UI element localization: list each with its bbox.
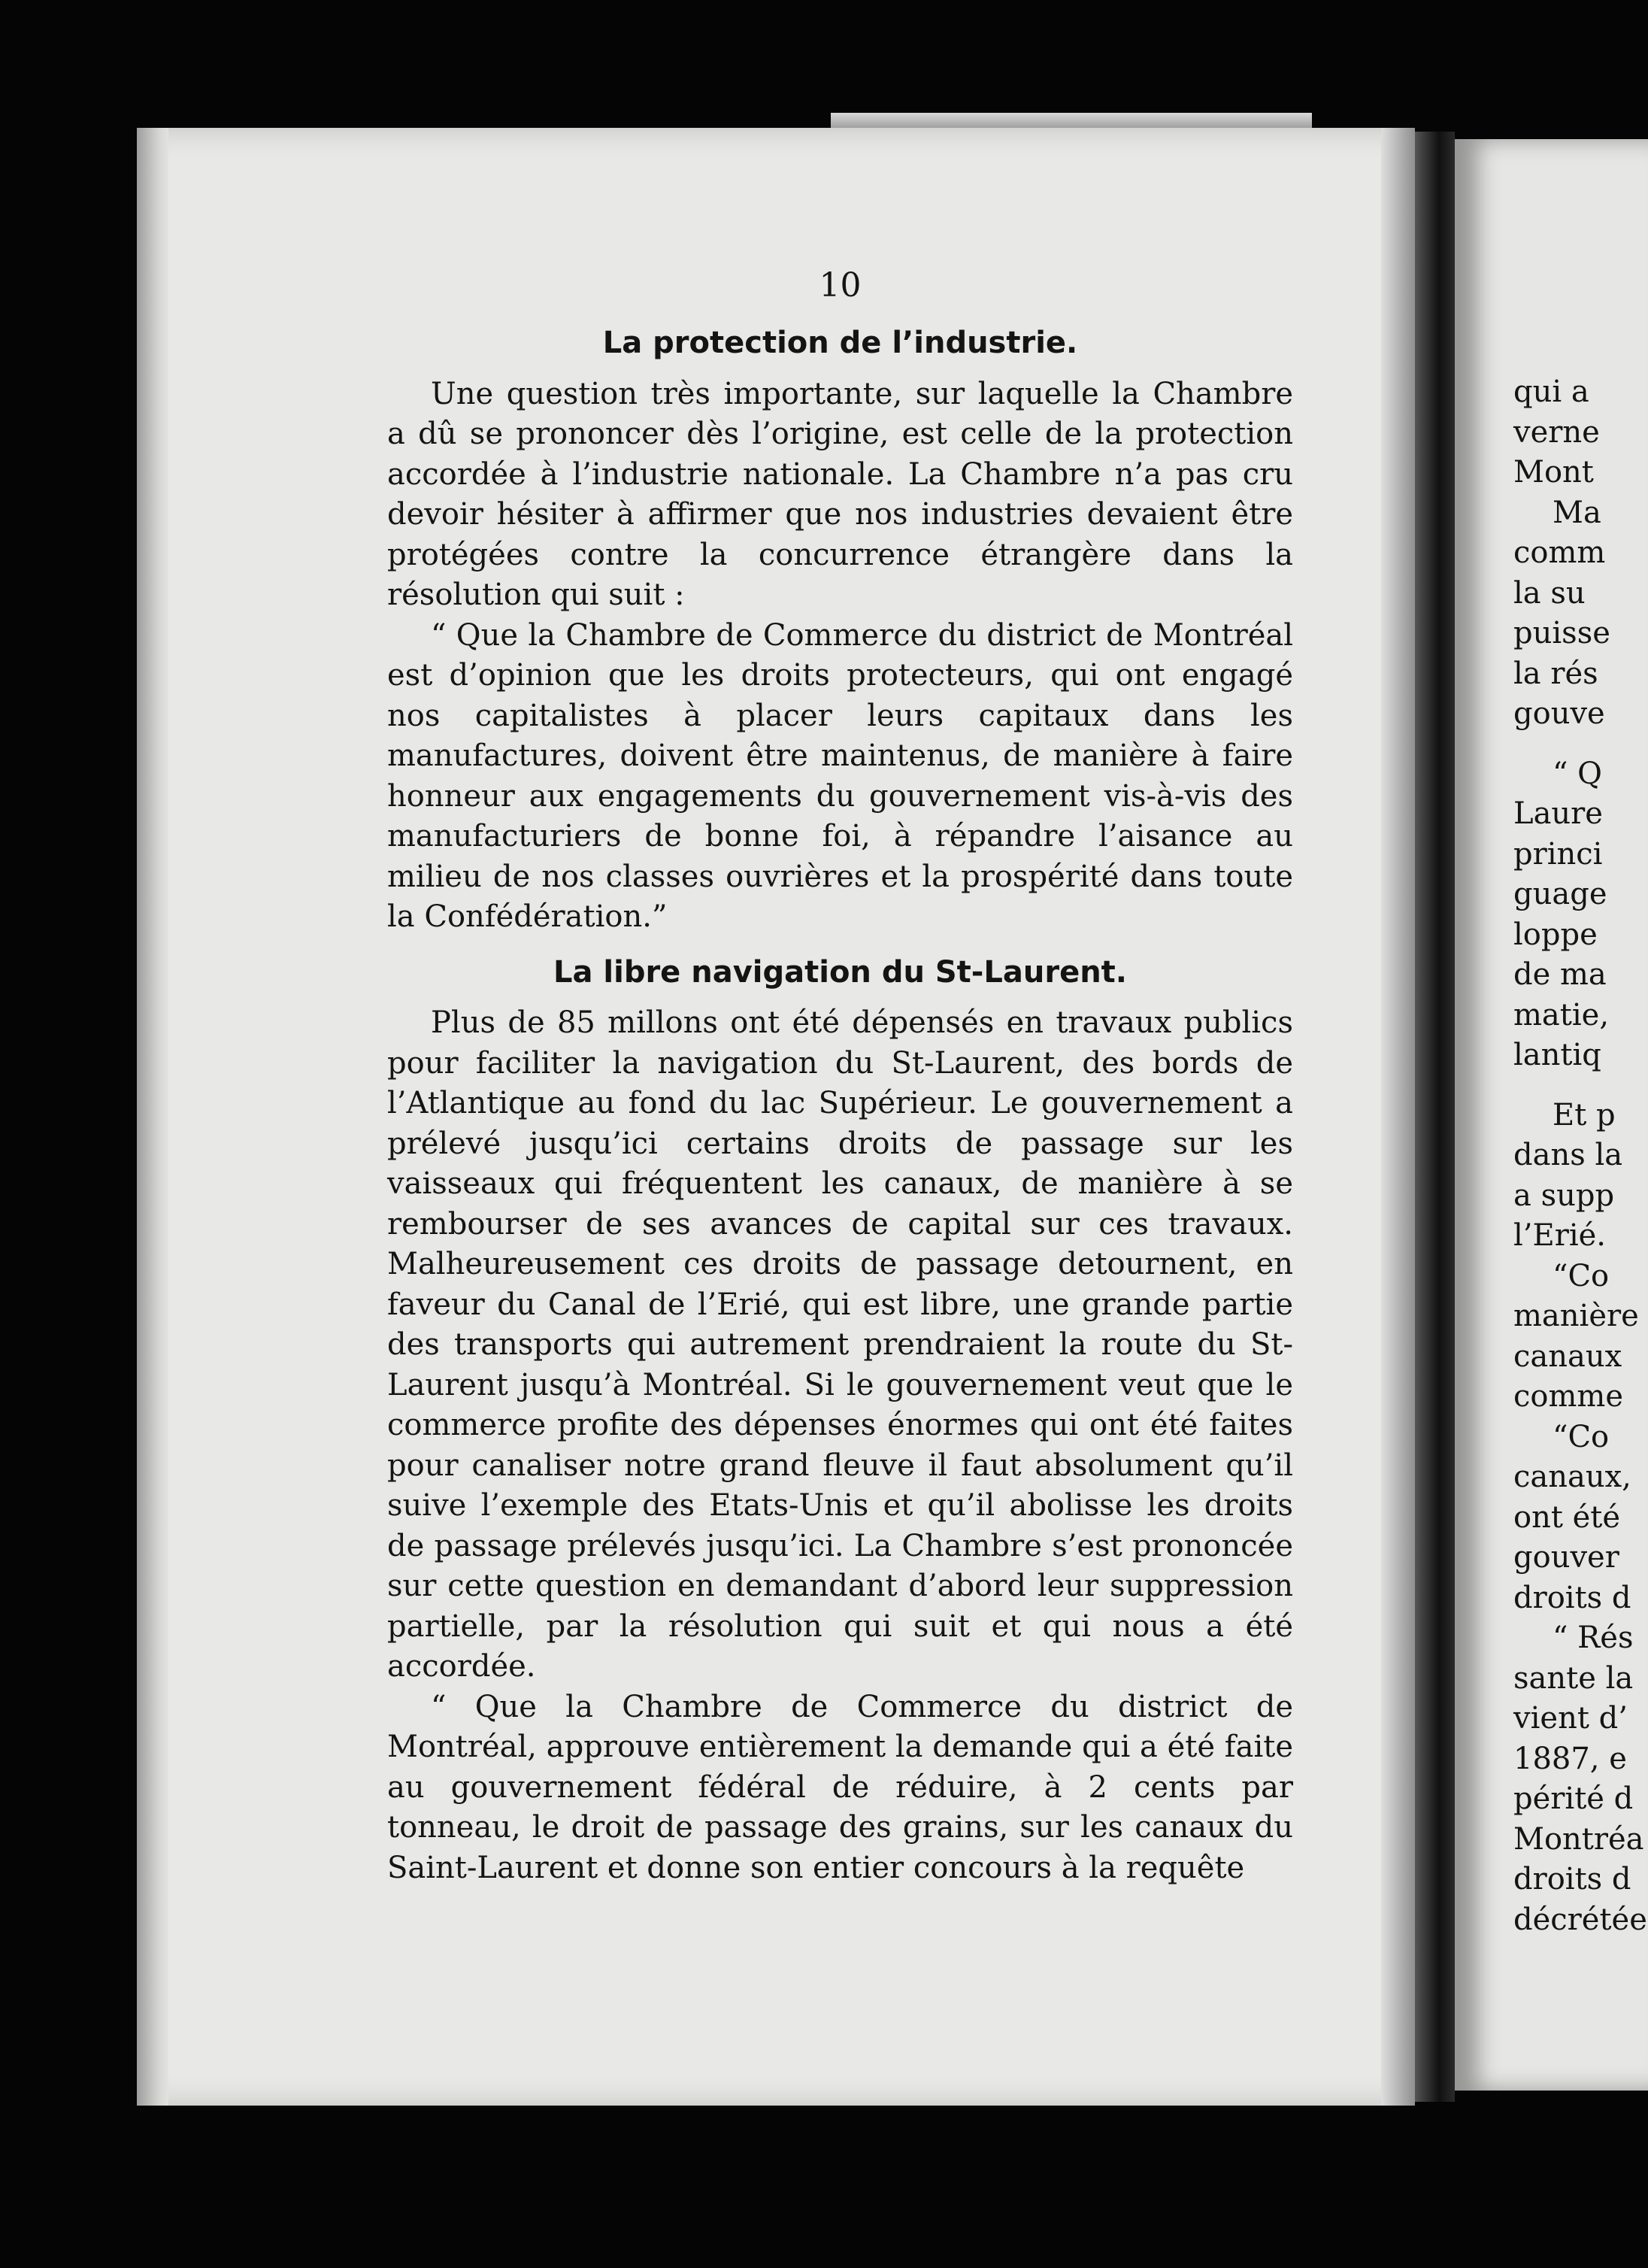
text-line: 1887, e	[1513, 1741, 1627, 1776]
text-line: l’Erié.	[1513, 1218, 1607, 1253]
text-line: gouve	[1513, 696, 1605, 731]
page-fold-shadow	[1381, 128, 1415, 2106]
text-line: dans la	[1513, 1138, 1623, 1172]
paragraph-protection-intro: Une question très importante, sur laquelle la Chambre a dû se prononcer dès l’origine, est celle de la protection accordée à l’industrie nationale. La Chambre n’a pas cru devoir hésiter à affirmer que nos industries devaient être protégées contre la concurrence étrangère dans la résolution qui suit :	[387, 376, 1293, 612]
text-line: comm	[1513, 535, 1606, 570]
text-line: ont été	[1513, 1499, 1621, 1535]
text-line: Ma	[1553, 495, 1601, 530]
text-line: Et p	[1553, 1097, 1616, 1132]
text-line: la su	[1513, 575, 1586, 611]
right-page	[1455, 139, 1648, 2091]
text-line: la rés	[1513, 656, 1598, 691]
top-edge-strip	[831, 113, 1312, 129]
text-line: de ma	[1513, 957, 1607, 992]
text-line: a supp	[1513, 1178, 1615, 1213]
page-number: 10	[819, 266, 862, 305]
text-line: canaux,	[1513, 1460, 1631, 1494]
text-line: “ Rés	[1553, 1621, 1634, 1655]
right-page-text	[1513, 372, 1648, 1940]
section-heading-protection: La protection de l’industrie.	[602, 326, 1078, 360]
text-line: périté d	[1513, 1781, 1634, 1816]
text-line: lantiq	[1513, 1038, 1601, 1072]
text-line: “Co	[1553, 1419, 1610, 1454]
book-spine	[1415, 132, 1455, 2102]
text-line: manière	[1513, 1299, 1639, 1333]
text-line: droits d	[1513, 1580, 1631, 1615]
text-line: canaux	[1513, 1339, 1622, 1374]
line-gap	[1513, 735, 1648, 754]
page-gutter	[137, 128, 168, 2106]
text-line: qui a	[1513, 374, 1589, 409]
text-line: loppe	[1513, 917, 1598, 952]
line-gap	[1513, 1076, 1648, 1096]
text-line: princi	[1513, 836, 1603, 872]
text-line: “ Q	[1553, 756, 1602, 791]
resolution-quote-protection: “ Que la Chambre de Commerce du district de Montréal est d’opinion que les droits protecteurs, qui ont engagé nos capitalistes à placer leurs capitaux dans les manufactures, doivent être maintenus, de manière à faire honneur aux engagements du gouvernement vis-à-vis des manufacturiers de bonne foi, à répandre l’aisance au milieu de nos classes ouvrières et la prospérité dans toute la Confédération.”	[387, 617, 1293, 934]
text-line: sante la	[1513, 1660, 1634, 1696]
text-line: Laure	[1513, 796, 1603, 831]
text-line: vient d’	[1513, 1701, 1628, 1736]
text-line: “Co	[1553, 1258, 1610, 1293]
paragraph-navigation: Plus de 85 millons ont été dépensés en travaux publics pour faciliter la navigation du St-Laurent, des bords de l’Atlantique au fond du lac Supérieur. Le gouvernement a prélevé jusqu’ici certains droits de passage sur les vaisseaux qui fréquentent les canaux, de manière à se rembourser de ses avances de capital sur ces travaux. Malheureusement ces droits de passage detournent, en faveur du Canal de l’Erié, qui est libre, une grande partie des transports qui autrement prendraient la route du St-Laurent jusqu’à Montréal. Si le gouvernement veut que le commerce profite des dépenses énormes qui ont été faites pour canaliser notre grand fleuve il faut absolument qu’il suive l’exemple des Etats-Unis et qu’il abolisse les droits de passage prélevés jusqu’ici. La Chambre s’est prononcée sur cette question en demandant d’abord leur suppression partielle, par la résolution qui suit et qui nous a été accordée.	[387, 1005, 1293, 1684]
text-line: droits d	[1513, 1862, 1631, 1897]
resolution-quote-navigation: “ Que la Chambre de Commerce du district de Montréal, approuve entièrement la demande qui a été faite au gouvernement fédéral de réduire, à 2 cents par tonneau, le droit de passage des grains, sur les canaux du Saint-Laurent et donne son entier concours à la requête	[387, 1689, 1293, 1885]
section-heading-navigation: La libre navigation du St-Laurent.	[553, 954, 1127, 990]
text-line: matie,	[1513, 997, 1610, 1032]
text-line: Montréa	[1513, 1821, 1644, 1857]
text-line: Mont	[1513, 455, 1594, 490]
text-line: gouver	[1513, 1540, 1619, 1575]
text-line: verne	[1513, 414, 1600, 450]
text-line: décrétée	[1513, 1902, 1647, 1937]
left-page-text	[387, 263, 1293, 1888]
text-line: guage	[1513, 877, 1607, 911]
text-line: puisse	[1513, 616, 1610, 650]
text-line: comme	[1513, 1379, 1624, 1414]
